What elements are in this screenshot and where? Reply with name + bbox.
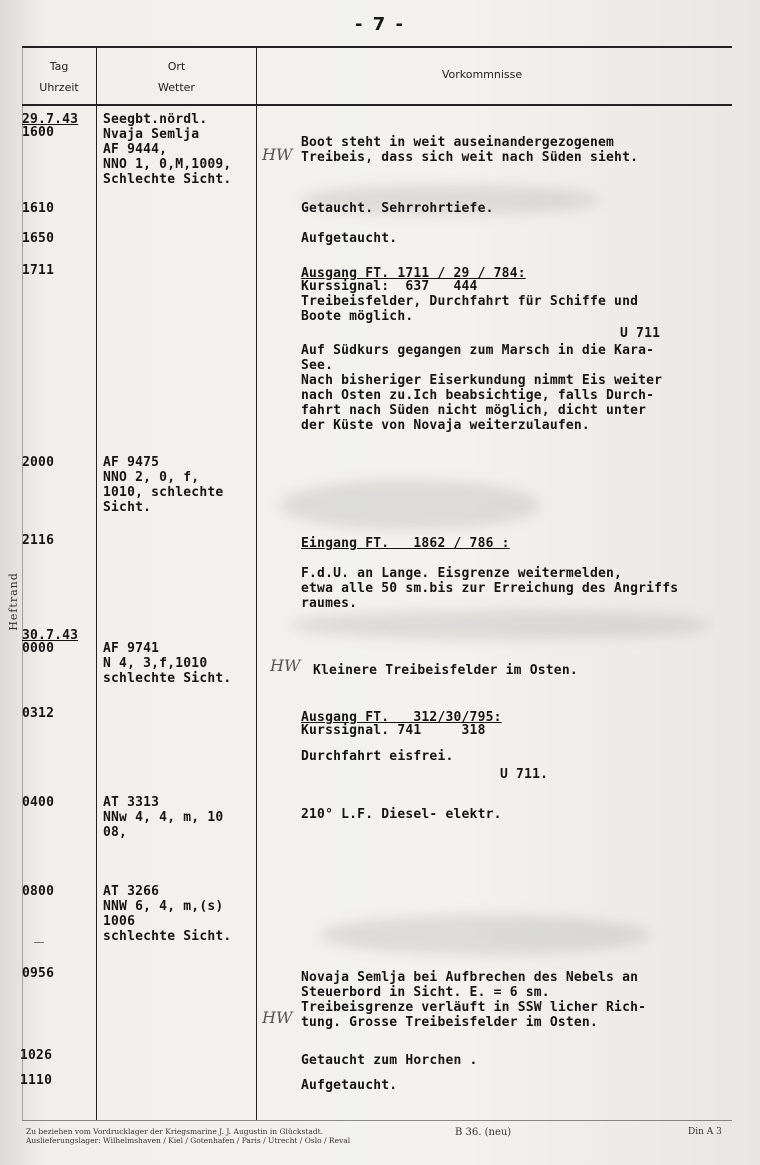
entry-event-title: Ausgang FT. 1711 / 29 / 784:	[301, 266, 526, 281]
footer-paper-format: Din A 3	[688, 1127, 722, 1137]
entry-time: 1711	[22, 263, 55, 278]
entry-time: 0000	[22, 641, 55, 656]
margin-dash	[34, 942, 44, 943]
header-tag-uhrzeit	[22, 56, 96, 98]
entry-event: Novaja Semlja bei Aufbrechen des Nebels an Steuerbord in Sicht. E. = 6 sm. Treibeisgrenze verläuft in SSW licher Rich- tung. Grosse Treibeisfelder im Osten.	[301, 970, 647, 1030]
header-wetter-label: Wetter	[158, 81, 195, 94]
entry-date: 30.7.43	[22, 628, 79, 643]
header-ort-wetter	[97, 56, 256, 98]
entry-event-body: Durchfahrt eisfrei.	[301, 749, 454, 764]
heftrand-margin-label: Heftrand	[6, 572, 20, 631]
entry-time: 0800	[22, 884, 55, 899]
entry-event-body: Auf Südkurs gegangen zum Marsch in die Kara- See. Nach bisheriger Eiserkundung nimmt Eis weiter nach Osten zu.Ich beabsichtige, falls Durch- fahrt nach Süden nicht möglich, dicht unter der Küste von Novaja weiterzulaufen.	[301, 343, 663, 433]
entry-event: Boot steht in weit auseinandergezogenem Treibeis, dass sich weit nach Süden sieht.	[301, 135, 639, 165]
entry-event-title: Eingang FT. 1862 / 786 :	[301, 536, 510, 551]
entry-event-sign: U 711.	[500, 767, 549, 782]
entry-event: Getaucht zum Horchen .	[301, 1053, 478, 1068]
entry-event-signal: Kurssignal. 741 318	[301, 723, 486, 738]
entry-time: 0400	[22, 795, 55, 810]
ink-smudge	[290, 610, 710, 640]
page-number: - 7 -	[355, 14, 405, 35]
footer-rule	[22, 1120, 732, 1121]
entry-location: AT 3266 NNW 6, 4, m,(s) 1006 schlechte Sicht.	[103, 884, 232, 944]
entry-event-body: F.d.U. an Lange. Eisgrenze weitermelden, etwa alle 50 sm.bis zur Erreichung des Angriffs raumes.	[301, 566, 679, 611]
header-uhrzeit-label: Uhrzeit	[39, 81, 79, 94]
entry-event-title: Ausgang FT. 312/30/795:	[301, 710, 502, 725]
footer-form-number: B 36. (neu)	[455, 1127, 512, 1138]
footer-printer-note: Zu beziehen vom Vordrucklager der Kriegsmarine J. J. Augustin in Glückstadt. Auslieferungslager: Wilhelmshaven / Kiel / Gotenhafen / Paris / Utrecht / Oslo / Reval	[26, 1127, 351, 1145]
entry-event: 210° L.F. Diesel- elektr.	[301, 807, 502, 822]
entry-event: Kleinere Treibeisfelder im Osten.	[313, 663, 578, 678]
table-top-rule	[22, 46, 732, 48]
ink-smudge	[320, 915, 650, 955]
header-ort-label: Ort	[167, 60, 186, 73]
entry-time: 2116	[22, 533, 55, 548]
entry-date: 29.7.43	[22, 112, 79, 127]
entry-location: AF 9741 N 4, 3,f,1010 schlechte Sicht.	[103, 641, 232, 686]
entry-time: 1610	[22, 201, 55, 216]
entry-time: 1026	[20, 1048, 53, 1063]
entry-time: 1600	[22, 125, 55, 140]
header-tag-label: Tag	[49, 60, 69, 73]
entry-time: 1650	[22, 231, 55, 246]
entry-event: Aufgetaucht.	[301, 1078, 398, 1093]
ink-smudge	[280, 480, 540, 530]
entry-time: 2000	[22, 455, 55, 470]
column-divider-time	[96, 46, 97, 1120]
entry-event: Aufgetaucht.	[301, 231, 398, 246]
entry-location: Seegbt.nördl. Nvaja Semlja AF 9444, NNO 1, 0,M,1009, Schlechte Sicht.	[103, 112, 232, 187]
initials-mark: HW	[262, 145, 293, 164]
entry-location: AF 9475 NNO 2, 0, f, 1010, schlechte Sicht.	[103, 455, 224, 515]
header-bottom-rule	[22, 104, 732, 106]
entry-event-sign: U 711	[620, 326, 661, 341]
initials-mark: HW	[270, 656, 301, 675]
entry-event-signal: Kurssignal: 637 444	[301, 279, 478, 294]
header-vorkommnisse: Vorkommnisse	[441, 68, 523, 81]
initials-mark: HW	[262, 1008, 293, 1027]
entry-time: 0312	[22, 706, 55, 721]
entry-time: 1110	[20, 1073, 53, 1088]
column-divider-location	[256, 46, 257, 1120]
entry-event-body: Treibeisfelder, Durchfahrt für Schiffe und Boote möglich.	[301, 294, 639, 324]
entry-time: 0956	[22, 966, 55, 981]
entry-event: Getaucht. Sehrrohrtiefe.	[301, 201, 494, 216]
entry-location: AT 3313 NNw 4, 4, m, 10 08,	[103, 795, 224, 840]
